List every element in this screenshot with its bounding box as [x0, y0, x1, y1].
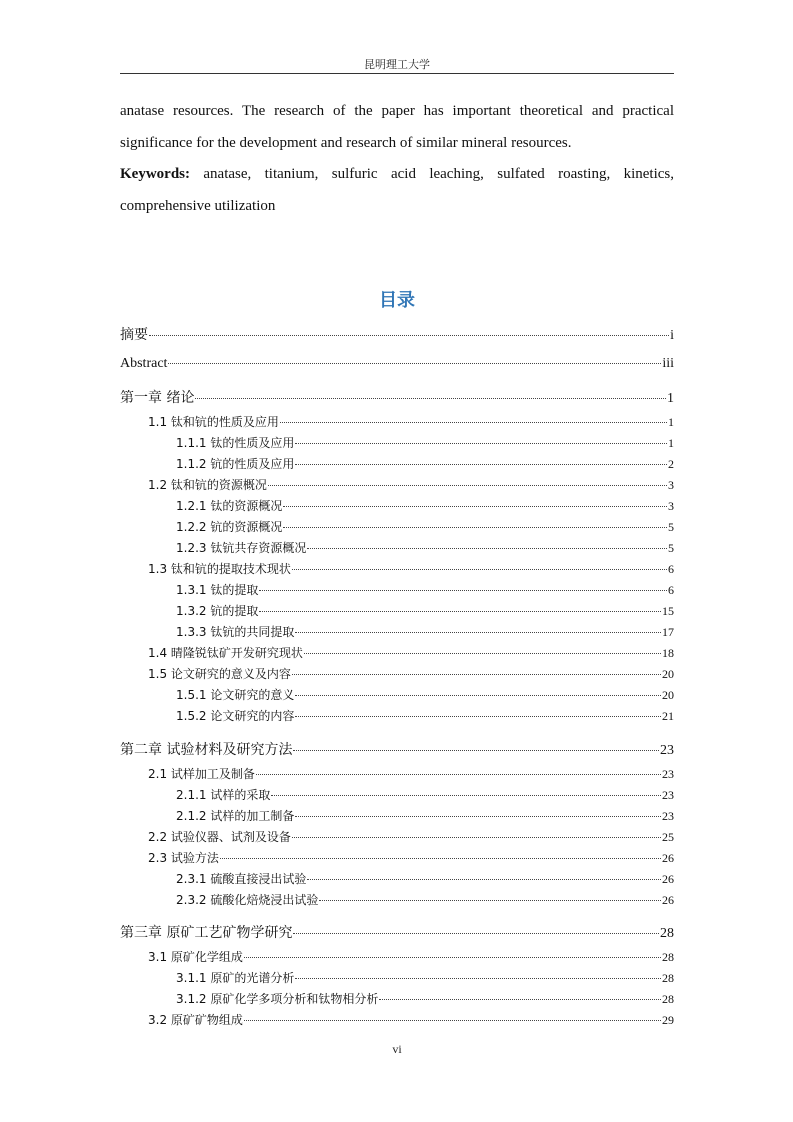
toc-entry[interactable] — [176, 623, 674, 640]
toc-entry-label: 第二章 试验材料及研究方法 — [120, 741, 293, 758]
toc-entry-label: 3.2 原矿矿物组成 — [148, 1013, 243, 1027]
toc-entry-page: 17 — [662, 625, 674, 639]
toc-leader-dots — [307, 548, 667, 549]
toc-entry-label: 2.3.2 硫酸化焙烧浸出试验 — [176, 892, 319, 907]
toc-leader-dots — [295, 716, 661, 717]
toc-leader-dots — [295, 978, 661, 979]
toc-entry-page: 29 — [662, 1013, 674, 1027]
toc-entry-page: i — [670, 328, 674, 343]
toc-entry-label: 1.4 晴隆锐钛矿开发研究现状 — [148, 646, 303, 660]
toc-entry-page: 6 — [668, 562, 674, 576]
toc-title: 目录 — [379, 290, 415, 311]
abstract-section — [120, 96, 674, 222]
toc-entry-page: 21 — [662, 709, 674, 723]
toc-entry[interactable] — [120, 739, 674, 759]
toc-entry[interactable] — [148, 644, 674, 661]
toc-leader-dots — [304, 653, 661, 654]
toc-entry-label: 1.3.2 钪的提取 — [176, 604, 259, 618]
toc-entry-label: 1.1 钛和钪的性质及应用 — [148, 415, 279, 429]
toc-entry[interactable] — [176, 807, 674, 824]
toc-entry[interactable] — [176, 990, 674, 1007]
toc-entry-page: iii — [662, 355, 674, 371]
toc-entry[interactable] — [120, 922, 674, 942]
toc-entry-label: 1.1.1 钛的性质及应用 — [176, 436, 295, 450]
keywords-line — [120, 159, 674, 191]
toc-entry[interactable] — [176, 434, 674, 451]
toc-entry-page: 25 — [662, 829, 674, 844]
toc-entry-page: 15 — [662, 604, 674, 618]
toc-entry-label: 摘要 — [120, 327, 148, 343]
toc-leader-dots — [168, 363, 661, 364]
keywords-label: Keywords: — [120, 166, 190, 182]
toc-entry-label: 1.3.3 钛钪的共同提取 — [176, 625, 295, 639]
toc-entry-page: 6 — [668, 583, 674, 597]
toc-entry[interactable] — [176, 455, 674, 472]
toc-leader-dots — [292, 674, 661, 675]
toc-leader-dots — [244, 957, 661, 958]
toc-entry-page: 26 — [662, 892, 674, 907]
toc-entry-page: 3 — [668, 499, 674, 513]
abstract-line: significance for the development and research of similar mineral resources. — [120, 134, 572, 151]
toc-entry-label: 2.1.2 试样的加工制备 — [176, 808, 295, 823]
toc-entry[interactable] — [148, 828, 674, 845]
toc-entry[interactable] — [148, 765, 674, 782]
toc-entry-page: 28 — [662, 971, 674, 985]
toc-entry-page: 1 — [667, 391, 674, 406]
toc-leader-dots — [295, 632, 661, 633]
toc-entry-page: 26 — [662, 850, 674, 865]
toc-leader-dots — [256, 774, 661, 775]
toc-entry[interactable] — [148, 560, 674, 577]
toc-entry-page: 18 — [662, 646, 674, 660]
toc-entry[interactable] — [120, 356, 674, 372]
toc-entry[interactable] — [176, 891, 674, 908]
toc-entry[interactable] — [176, 969, 674, 986]
toc-leader-dots — [293, 750, 659, 751]
toc-entry-page: 5 — [668, 541, 674, 555]
toc-leader-dots — [280, 422, 667, 423]
page-number: vi — [392, 1042, 402, 1056]
toc-entry-label: 第三章 原矿工艺矿物学研究 — [120, 925, 293, 941]
toc-leader-dots — [259, 590, 667, 591]
toc-entry[interactable] — [120, 387, 674, 407]
toc-entry-page: 28 — [662, 950, 674, 964]
toc-entry[interactable] — [148, 849, 674, 866]
toc-entry[interactable] — [176, 581, 674, 598]
toc-entry-page: 26 — [662, 871, 674, 886]
toc-leader-dots — [293, 933, 659, 934]
toc-entry[interactable] — [120, 324, 674, 344]
toc-entry-page: 23 — [662, 808, 674, 823]
toc-entry-label: 1.1.2 钪的性质及应用 — [176, 457, 295, 471]
toc-entry-page: 28 — [662, 992, 674, 1006]
toc-entry[interactable] — [176, 518, 674, 535]
toc-entry-label: 3.1 原矿化学组成 — [148, 950, 243, 964]
toc-entry-page: 1 — [668, 415, 674, 429]
toc-leader-dots — [295, 464, 667, 465]
abstract-line: anatase resources. The research of the paper has important theoretical and practical — [120, 103, 674, 119]
toc-leader-dots — [244, 1020, 661, 1021]
toc-entry[interactable] — [176, 539, 674, 556]
toc-leader-dots — [268, 485, 667, 486]
toc-entry-label: 第一章 绪论 — [120, 390, 195, 406]
toc-entry-label: 1.2.3 钛钪共存资源概况 — [176, 541, 307, 555]
toc-entry[interactable] — [148, 476, 674, 493]
toc-entry-label: 2.3.1 硫酸直接浸出试验 — [176, 871, 307, 886]
toc-entry-label: 2.1 试样加工及制备 — [148, 766, 255, 781]
toc-entry-page: 23 — [662, 787, 674, 802]
toc-entry-label: 3.1.2 原矿化学多项分析和钛物相分析 — [176, 992, 379, 1006]
toc-entry-page: 3 — [668, 478, 674, 492]
toc-entry-label: 1.5 论文研究的意义及内容 — [148, 667, 291, 681]
toc-entry[interactable] — [176, 870, 674, 887]
toc-leader-dots — [295, 816, 661, 817]
toc-entry-label: 1.2.2 钪的资源概况 — [176, 520, 283, 534]
toc-entry-page: 23 — [660, 742, 674, 758]
toc-entry-page: 5 — [668, 520, 674, 534]
toc-entry[interactable] — [148, 665, 674, 682]
toc-entry-label: 1.2 钛和钪的资源概况 — [148, 478, 267, 492]
toc-leader-dots — [379, 999, 661, 1000]
keywords-text: anatase, titanium, sulfuric acid leaching, sulfated roasting, kinetics, — [190, 166, 674, 182]
toc-leader-dots — [292, 569, 667, 570]
toc-leader-dots — [295, 443, 667, 444]
toc-entry-label: 1.3.1 钛的提取 — [176, 583, 259, 597]
toc-entry-label: 2.3 试验方法 — [148, 850, 219, 865]
toc-entry-page: 23 — [662, 766, 674, 781]
toc-entry-page: 20 — [662, 688, 674, 702]
toc-entry[interactable] — [176, 602, 674, 619]
toc-leader-dots — [307, 879, 661, 880]
toc-leader-dots — [292, 837, 661, 838]
toc-entry-label: 1.2.1 钛的资源概况 — [176, 499, 283, 513]
toc-entry[interactable] — [176, 786, 674, 803]
toc-entry[interactable] — [148, 948, 674, 965]
toc-leader-dots — [319, 900, 661, 901]
toc-entry-page: 20 — [662, 667, 674, 681]
toc-leader-dots — [149, 335, 669, 336]
toc-leader-dots — [283, 506, 667, 507]
toc-entry[interactable] — [176, 497, 674, 514]
toc-leader-dots — [195, 398, 666, 399]
toc-entry-label: 3.1.1 原矿的光谱分析 — [176, 971, 295, 985]
header-divider — [120, 73, 674, 74]
toc-leader-dots — [271, 795, 661, 796]
toc-entry-label: 2.1.1 试样的采取 — [176, 787, 271, 802]
toc-leader-dots — [295, 695, 661, 696]
toc-entry-label: 1.5.2 论文研究的内容 — [176, 709, 295, 723]
toc-leader-dots — [220, 858, 661, 859]
toc-entry-page: 1 — [668, 436, 674, 450]
toc-entry-label: 1.5.1 论文研究的意义 — [176, 688, 295, 702]
toc-entry[interactable] — [148, 413, 674, 430]
toc-entry-page: 28 — [660, 926, 674, 941]
toc-entry-label: 2.2 试验仪器、试剂及设备 — [148, 829, 291, 844]
toc-entry[interactable] — [148, 1011, 674, 1028]
keywords-continuation: comprehensive utilization — [120, 197, 276, 214]
toc-entry-page: 2 — [668, 457, 674, 471]
toc-entry[interactable] — [176, 707, 674, 724]
toc-entry-label: 1.3 钛和钪的提取技术现状 — [148, 562, 291, 576]
toc-entry[interactable] — [176, 686, 674, 703]
toc-leader-dots — [283, 527, 667, 528]
toc-leader-dots — [259, 611, 661, 612]
page-header: 昆明理工大学 — [364, 58, 430, 71]
toc-entry-label: Abstract — [120, 355, 168, 371]
